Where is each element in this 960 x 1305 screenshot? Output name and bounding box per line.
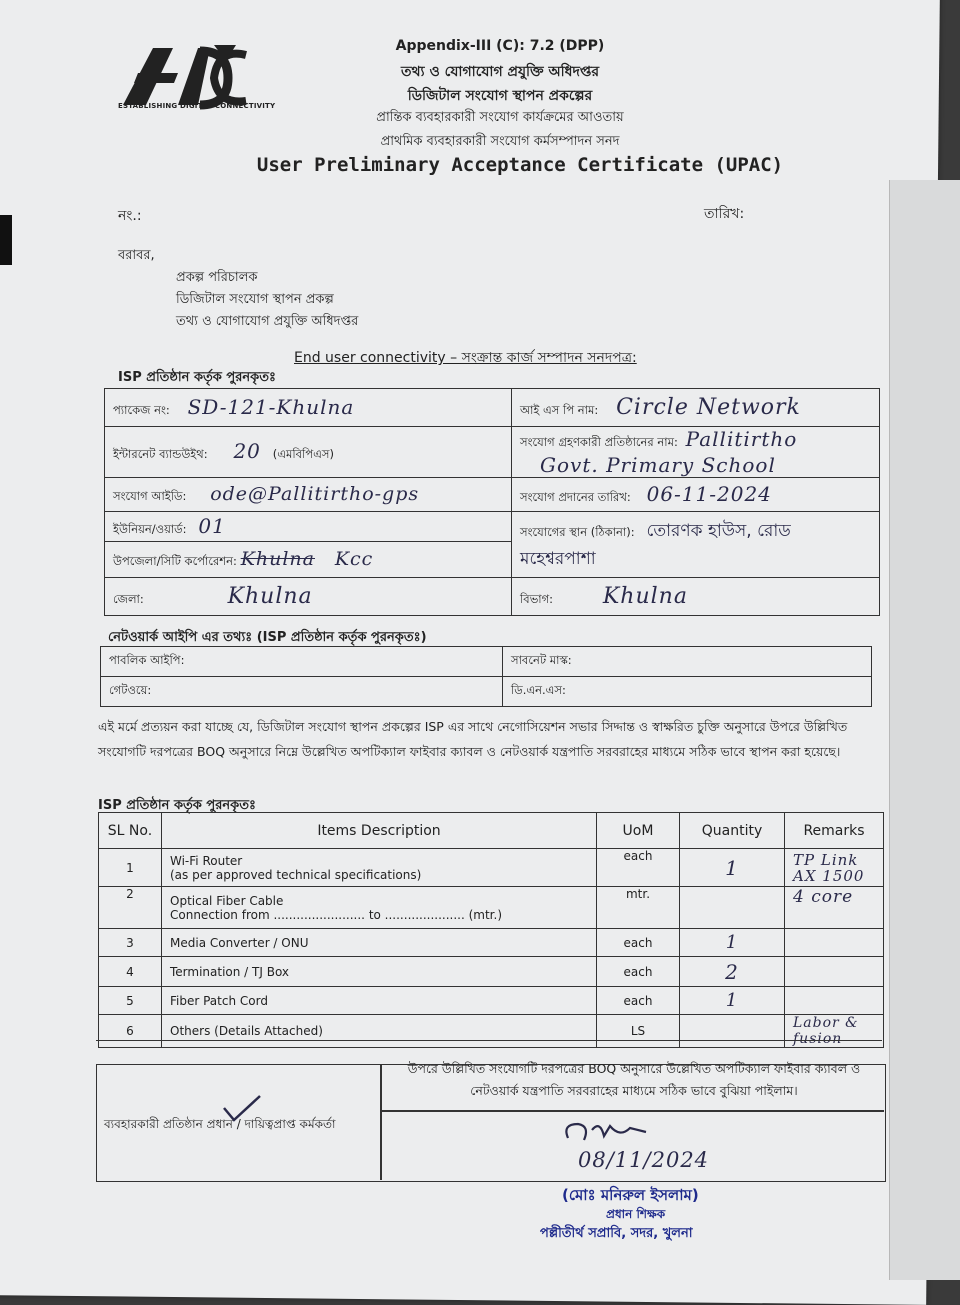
remarks-cell: TP Link AX 1500: [785, 849, 884, 887]
uom-cell: LS: [597, 1015, 680, 1048]
table-row: [99, 849, 884, 887]
quantity-cell: 1: [680, 987, 785, 1015]
remarks-cell: [785, 987, 884, 1015]
table-row: [99, 929, 884, 957]
column-header: Items Description: [162, 813, 597, 849]
quantity-cell: [680, 1015, 785, 1048]
header-line-3: প্রান্তিক ব্যবহারকারী সংযোগ কার্যক্রমের আওতায়: [376, 110, 624, 125]
union-ward-value: 01: [198, 513, 226, 538]
description-cell: [162, 849, 597, 887]
uom-cell: each: [597, 987, 680, 1015]
connection-id-label: সংযোগ আইডি:: [113, 488, 187, 503]
remarks-cell: [785, 957, 884, 987]
checkmark-icon: [222, 1094, 262, 1124]
district-value: Khulna: [227, 583, 313, 609]
table-row: [99, 957, 884, 987]
signature-image: [560, 1116, 650, 1152]
bandwidth-label: ইন্টারনেট ব্যান্ডউইথ:: [113, 447, 208, 461]
items-table: [98, 812, 884, 1048]
item-description: Wi-Fi Router: [170, 853, 243, 868]
background-sheet: [889, 180, 960, 1280]
remarks-cell: Labor & fusion: [785, 1015, 884, 1048]
addressee-line: প্রকল্প পরিচালক: [176, 270, 258, 285]
uom-cell: each: [597, 929, 680, 957]
document-title: User Preliminary Acceptance Certificate (UPAC): [256, 154, 784, 176]
column-header: UoM: [597, 813, 680, 849]
acceptance-divider: [380, 1064, 382, 1180]
sl-cell: 3: [99, 929, 162, 957]
uom-cell: each: [597, 957, 680, 987]
item-description-detail: (as per approved technical specifications): [170, 867, 422, 882]
item-description: Fiber Patch Cord: [162, 987, 597, 1015]
header-line-1: তথ্য ও যোগাযোগ প্রযুক্তি অধিদপ্তর: [400, 64, 600, 80]
table-row: [99, 887, 884, 929]
column-header: Quantity: [680, 813, 785, 849]
connection-date-label: সংযোগ প্রদানের তারিখ:: [520, 489, 631, 504]
item-description: Termination / TJ Box: [162, 957, 597, 987]
network-section-heading: নেটওয়ার্ক আইপি এর তথ্যঃ (ISP প্রতিষ্ঠান কর্তৃক পুরনকৃতঃ): [108, 630, 427, 645]
division-value: Khulna: [602, 583, 688, 609]
subnet-mask-label: সাবনেট মাস্ক:: [511, 653, 572, 667]
addressee-line: ডিজিটাল সংযোগ স্থাপন প্রকল্প: [176, 292, 334, 307]
public-ip-label: পাবলিক আইপি:: [109, 653, 185, 667]
connection-id-value: ode@Pallitirtho-gps: [210, 482, 420, 505]
table-row: [99, 987, 884, 1015]
addressee-to: বরাবর,: [118, 248, 155, 263]
upazila-label: উপজেলা/সিটি কর্পোরেশন:: [113, 553, 237, 568]
stamp-title: প্রধান শিক্ষক: [606, 1207, 666, 1221]
item-description: Media Converter / ONU: [162, 929, 597, 957]
sl-cell: 5: [99, 987, 162, 1015]
union-ward-label: ইউনিয়ন/ওয়ার্ড:: [113, 521, 187, 536]
quantity-cell: 2: [680, 957, 785, 987]
addressee-line: তথ্য ও যোগাযোগ প্রযুক্তি অধিদপ্তর: [176, 314, 359, 329]
column-header: SL No.: [99, 813, 162, 849]
connection-place-label: সংযোগের স্থান (ঠিকানা):: [520, 525, 635, 539]
date-label: তারিখ:: [704, 206, 745, 222]
network-ip-table: [100, 646, 872, 707]
district-label: জেলা:: [113, 591, 144, 606]
package-value: SD-121-Khulna: [187, 394, 355, 419]
dns-label: ডি.এন.এস:: [511, 683, 566, 697]
isp-name-value: Circle Network: [616, 394, 801, 420]
isp-section-heading: ISP প্রতিষ্ঠান কর্তৃক পুরনকৃতঃ: [118, 370, 276, 385]
division-label: বিভাগ:: [520, 591, 554, 606]
connection-date-value: 06-11-2024: [646, 481, 772, 506]
stamp-school: পল্লীতীর্থ সপ্রাবি, সদর, খুলনা: [540, 1226, 693, 1241]
connection-place-line1: তোরণক হাউস, রোড: [646, 521, 791, 541]
sl-cell: 4: [99, 957, 162, 987]
upazila-struck-value: Khulna: [240, 547, 315, 570]
table-row: [99, 1015, 884, 1048]
sl-cell: 6: [99, 1015, 162, 1048]
bandwidth-value: 20: [233, 439, 261, 463]
acceptance-left-label: ব্যবহারকারী প্রতিষ্ঠান প্রধান / দায়িত্বপ্রাপ্ত কর্মকর্তা: [104, 1117, 336, 1131]
sl-cell: 1: [99, 849, 162, 887]
acceptance-statement: উপরে উল্লিখিত সংযোগটি দরপত্রের BOQ অনুসারে উল্লেখিত অপটিক্যাল ফাইবার ক্যাবল ও নেটওয়ার্ক যন্ত্রপাতি সরবরাহের মাধ্যমে সঠিক ভাবে বুঝিয়া পাইলাম।: [407, 1061, 861, 1098]
dark-object-edge: [0, 215, 12, 265]
uom-cell: mtr.: [597, 887, 680, 929]
reference-number-label: নং.:: [118, 208, 142, 224]
quantity-cell: [680, 887, 785, 929]
signature-date: 08/11/2024: [578, 1148, 710, 1172]
appendix-label: Appendix-III (C): 7.2 (DPP): [395, 38, 605, 54]
upazila-value: Kcc: [334, 547, 374, 570]
sl-cell: 2: [99, 887, 162, 929]
items-section-heading: ISP প্রতিষ্ঠান কর্তৃক পুরনকৃতঃ: [98, 798, 256, 813]
acceptance-divider: [380, 1110, 884, 1112]
item-description-detail: Connection from ........................ to ..................... (mtr.): [170, 907, 502, 922]
recipient-label: সংযোগ গ্রহণকারী প্রতিষ্ঠানের নাম:: [520, 435, 678, 449]
stamp-name: (মোঃ মনিরুল ইসলাম): [562, 1186, 699, 1204]
quantity-cell: 1: [680, 929, 785, 957]
description-cell: [162, 887, 597, 929]
divider: [96, 1040, 882, 1041]
subject-line: End user connectivity – সংক্রান্ত কার্জ সম্পাদন সনদপত্র:: [294, 350, 637, 366]
remarks-cell: 4 core: [785, 887, 884, 929]
certification-paragraph: এই মর্মে প্রত্যয়ন করা যাচ্ছে যে, ডিজিটাল সংযোগ স্থাপন প্রকল্পের ISP এর সাথে নেগোসিয়েশন সভার সিদ্দান্ত ও স্বাক্ষরিত চুক্তি অনুসারে উপরে উল্লিখিত সংযোগটি দরপত্রের BOQ অনুসারে নিম্নে উল্লেখিত অপটিক্যাল ফাইবার ক্যাবল ও নেটওয়ার্ক যন্ত্রপাতি সরবরাহের মাধ্যমে সঠিক ভাবে স্থাপন করা হয়েছে।: [98, 719, 848, 759]
header-line-4: প্রাথমিক ব্যবহারকারী সংযোগ কর্মসম্পাদন সনদ: [380, 134, 620, 149]
recipient-value-line2: Govt. Primary School: [540, 453, 776, 477]
recipient-value-line1: Pallitirtho: [685, 427, 798, 451]
gateway-label: গেটওয়ে:: [109, 683, 152, 697]
quantity-cell: 1: [680, 849, 785, 887]
remarks-cell: [785, 929, 884, 957]
item-description: Optical Fiber Cable: [170, 893, 284, 908]
isp-name-label: আই এস পি নাম:: [520, 402, 599, 417]
header-line-2: ডিজিটাল সংযোগ স্থাপন প্রকল্পের: [407, 88, 593, 104]
isp-info-table: [104, 388, 880, 616]
logo-caption: ESTABLISHING DIGITAL CONNECTIVITY: [118, 102, 276, 110]
column-header: Remarks: [785, 813, 884, 849]
connection-place-line2: মহেশ্বরপাশা: [520, 549, 596, 569]
bandwidth-unit: (এমবিপিএস): [272, 447, 334, 461]
item-description: Others (Details Attached): [162, 1015, 597, 1048]
package-label: প্যাকেজ নং:: [113, 402, 170, 417]
uom-cell: each: [597, 849, 680, 887]
